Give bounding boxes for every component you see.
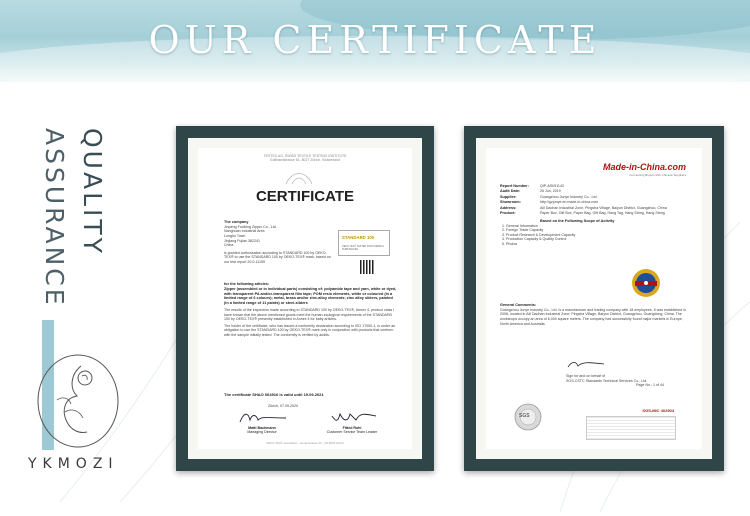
signature-block: Sign for and on behalf of SGS-CSTC Standards Technical Services Co., Ltd. Page No.: 1 of 44: [566, 356, 666, 388]
sgs-seal-text: SGS: [519, 413, 530, 419]
validity-line: The certificate SHAO 064916 is valid until 19.09.2021: [224, 392, 324, 397]
detail-row: Product: Paper Box, Gift Box, Paper Bag, Gift Bag, Hang Tag, Hang String, Hang String: [500, 210, 665, 215]
brand-logo-icon: [35, 352, 121, 450]
certificate-paper: [486, 148, 702, 449]
quality-word: QUALITY: [78, 128, 107, 256]
certificate-paper: [198, 148, 412, 449]
issue-date: Zürich, 07.09.2020: [268, 404, 298, 408]
detail-row: Supplier: Guangzhou Junye Industry Co., Ltd.: [500, 194, 598, 199]
page-title: OUR CERTIFICATE: [148, 18, 602, 62]
oekotex-ornament-icon: [284, 168, 314, 186]
made-in-china-logo: Made-in-China.com: [602, 162, 686, 172]
detail-row: Address: Aill Daohan Industrial Zone, Pingsha Village, Baiyun District, Guangzhou, China: [500, 205, 667, 210]
signature-icon: [238, 410, 288, 424]
issuer-header: TESTEX AG, SWISS TEXTILE TESTING INSTITUTE Gotthardstrasse 61, 8027 Zürich, Switzerland: [263, 154, 347, 163]
signatory-1: Matti Bachmann Managing Director: [247, 426, 277, 434]
frame-mat: [476, 138, 712, 459]
audited-supplier-seal-icon: [631, 268, 661, 298]
detail-row: Audit Date: 26 Jun, 2019: [500, 189, 561, 194]
qr-code-icon: [360, 260, 374, 274]
certificate-title: CERTIFICATE: [255, 188, 355, 205]
frame-mat: [188, 138, 422, 459]
brand-name: YKMOZI: [28, 456, 119, 472]
certificate-body: for the following articles: Zipper (assembled or in individual parts) consisting of: polyamide tape and yarn, white or dyed, with transparent PA and/or-transparent film tape; POM resin elements, white or coloured (in a limited range of 6 colours); metal, brass and/or zinc-alloy elements; zinc alloy sliders, painted (in a limited range of 11 paints) or steel-sliders The results of the inspection made according to STANDARD 100 by OEKO-TEX®, Annex 4, product class I have shown that the above mentioned goods meet the human-ecological requirements of the STANDARD 100 by OEKO-TEX® presently established in Annex 4 for baby articles. The holder of the certificate, who has issued a conformity declaration according to ISO 17050-1, is under an obligation to use the STANDARD 100 by OEKO-TEX® mark only in conjunction with products that conform with the sample initially tested. The conformity is verified by audits.: [224, 282, 397, 337]
fine-print-block: [586, 416, 676, 440]
detail-row: Report Number: QIP-ASI/91143: [500, 184, 564, 188]
made-in-china-tagline: Connecting Buyers with Chinese Suppliers: [629, 173, 686, 177]
title-banner: [0, 0, 750, 82]
company-block: The company Jinpeng Fuxiking Zipper Co., Ltd. Nanghuan Industrial Area Longhu Town Jinjiang Fujian 362241 China is granted authorisation according to STANDARD 100 by OEKO-TEX® to use the STANDARD 100 by OEKO-TEX® mark, based on our test report 20.0-11159: [224, 220, 331, 264]
report-details: Report Number: QIP-ASI/91143 Audit Date: 26 Jun, 2019 Supplier: Guangzhou Junye Industry Co., Ltd. Showroom: http://gzjunye.en.made-in-china.com Address: Aill Daohan Industrial Zone, Pingsha Village, Baiyun District, Guangzhou, China Product: Paper Box, Gift Box, Paper Bag, Gift Bag, Hang Tag, Hang String, Hang String Based on the Following Scope of Activity 1. General Information 2. Foreign Trade Capacity 3. Product Research & Development Capacity 4. Production Capacity & Quality Control 5. Photos: [500, 184, 690, 247]
signatory-2: Fitted Rohl Customer Service Team Leader: [326, 426, 378, 434]
detail-row: Showroom: http://gzjunye.en.made-in-china.com: [500, 200, 598, 205]
general-comments: General Comments: Guangzhou Junye Industry Co., Ltd. is a manufacturer and trading company with 18 employees. It was established in 2008, located in Aill Daohan Industrial Zone, Pingsha Village, Baiyun District, Guangzhou, Guangdong, China. The workshops occupy an area of 6,000 square meters. The company has successfully found major markets in Europe, North America and Australia.: [500, 303, 686, 326]
signature-icon: [566, 359, 606, 369]
certificate-frame-oekotex: [176, 126, 434, 471]
signature-icon: [330, 410, 380, 424]
certificate-frame-made-in-china: [464, 126, 724, 471]
assurance-word: ASSURANCE: [40, 128, 69, 308]
quality-assurance-label: [38, 128, 108, 328]
certificate-footer: OEKO-TEX® Association · Genferstrasse 23 · CH-8002 Zürich: [266, 441, 344, 445]
sgs-stamp: SGS-MIC 402904: [586, 408, 676, 444]
standard-100-badge: STANDARD 100 OEKO-TEX® TESTED FOR HARMFUL SUBSTANCES: [338, 230, 390, 256]
